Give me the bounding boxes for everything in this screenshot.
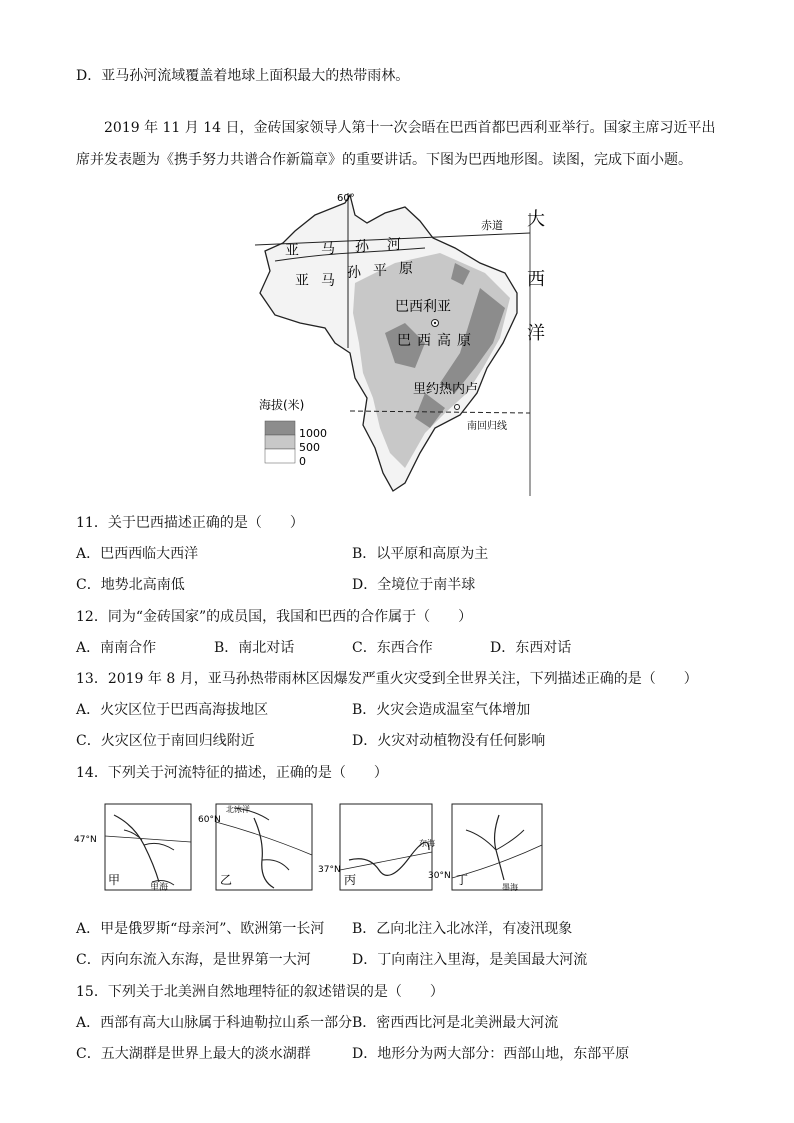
q12-option-d[interactable]: D．东西对话 — [490, 640, 572, 656]
river-map-lat: 37°N — [318, 865, 341, 875]
q15-option-d[interactable]: D．地形分为两大部分：西部山地，东部平原 — [352, 1046, 630, 1062]
river-map-name: 乙 — [220, 873, 233, 887]
q14-option-a[interactable]: A．甲是俄罗斯“母亲河”、欧洲第一长河 — [76, 921, 325, 937]
river-maps-figure — [74, 800, 584, 895]
river-map-sea: 里海 — [150, 883, 169, 893]
amazon-river-char: 河 — [387, 237, 401, 253]
brasilia-label: 巴西利亚 — [395, 299, 451, 315]
top-option-d: D．亚马孙河流域覆盖着地球上面积最大的热带雨林。 — [76, 68, 410, 84]
q12-option-b[interactable]: B．南北对话 — [214, 640, 295, 656]
q14-stem: 14．下列关于河流特征的描述，正确的是（ ） — [76, 765, 388, 781]
amazon-plain-char: 原 — [399, 261, 413, 277]
q15-option-c[interactable]: C．五大湖群是世界上最大的淡水湖群 — [76, 1046, 311, 1062]
q12-stem: 12．同为“金砖国家”的成员国，我国和巴西的合作属于（ ） — [76, 609, 473, 625]
q12-option-a[interactable]: A．南南合作 — [76, 640, 157, 656]
plateau-char: 西 — [417, 333, 431, 349]
lon-label: 60° — [337, 193, 355, 204]
river-map-sea: 北冰洋 — [226, 805, 250, 814]
q11-option-c[interactable]: C．地势北高南低 — [76, 577, 185, 593]
intro-paragraph: 2019 年 11 月 14 日，金砖国家领导人第十一次会晤在巴西首都巴西利亚举行。国家主席习近平出席并发表题为《携手努力共谱合作新篇章》的重要讲话。下图为巴西地形图。读图，完成下面小题。 — [76, 120, 716, 168]
amazon-river-char: 亚 — [285, 243, 299, 259]
amazon-plain-char: 马 — [321, 273, 335, 289]
tropic-label: 南回归线 — [467, 421, 507, 432]
legend-label: 1000 — [299, 427, 327, 440]
plateau-char: 原 — [457, 333, 471, 349]
ocean-char: 洋 — [527, 323, 545, 344]
q11-option-b[interactable]: B．以平原和高原为主 — [352, 546, 489, 562]
q11-stem: 11．关于巴西描述正确的是（ ） — [76, 515, 304, 531]
river-map-yi — [198, 804, 312, 890]
q15-stem: 15．下列关于北美洲自然地理特征的叙述错误的是（ ） — [76, 984, 444, 1000]
q13-option-c[interactable]: C．火灾区位于南回归线附近 — [76, 733, 255, 749]
amazon-plain-char: 亚 — [295, 273, 309, 289]
amazon-river-char: 马 — [321, 241, 335, 257]
q13-option-a[interactable]: A．火灾区位于巴西高海拔地区 — [76, 702, 269, 718]
q12-option-c[interactable]: C．东西合作 — [352, 640, 433, 656]
river-map-sea: 东海 — [419, 839, 435, 848]
plateau-char: 高 — [437, 333, 451, 349]
q11-option-a[interactable]: A．巴西西临大西洋 — [76, 546, 199, 562]
river-map-name: 丙 — [344, 873, 357, 887]
river-map-name: 甲 — [108, 873, 121, 887]
river-map-sea: 墨海 — [502, 883, 518, 892]
q13-option-d[interactable]: D．火灾对动植物没有任何影响 — [352, 733, 546, 749]
legend-title: 海拔(米) — [259, 398, 305, 412]
q14-option-b[interactable]: B．乙向北注入北冰洋，有凌汛现象 — [352, 921, 573, 937]
ocean-char: 大 — [527, 209, 545, 230]
legend-label: 500 — [299, 441, 320, 454]
brazil-topographic-map — [255, 193, 545, 496]
river-map-lat: 60°N — [198, 815, 221, 825]
river-map-lat: 30°N — [428, 871, 451, 881]
q13-stem: 13．2019 年 8 月，亚马孙热带雨林区因爆发严重火灾受到全世界关注，下列描述正确的是（ ） — [76, 671, 698, 687]
river-map-bing — [318, 804, 435, 890]
q13-option-b[interactable]: B．火灾会造成温室气体增加 — [352, 702, 531, 718]
amazon-plain-char: 平 — [373, 263, 387, 279]
ocean-char: 西 — [527, 269, 545, 290]
q11-option-d[interactable]: D．全境位于南半球 — [352, 577, 476, 593]
amazon-river-char: 孙 — [355, 239, 369, 255]
q15-option-b[interactable]: B．密西西比河是北美洲最大河流 — [352, 1015, 559, 1031]
amazon-plain-char: 孙 — [347, 265, 361, 281]
river-map-ding — [428, 804, 542, 892]
q14-option-d[interactable]: D．丁向南注入里海，是美国最大河流 — [352, 952, 588, 968]
river-map-lat: 47°N — [74, 835, 97, 845]
river-map-name: 丁 — [456, 873, 469, 887]
river-map-jia — [105, 804, 191, 893]
rio-label: 里约热内卢 — [413, 382, 479, 397]
plateau-char: 巴 — [397, 333, 411, 349]
q14-option-c[interactable]: C．丙向东流入东海，是世界第一大河 — [76, 952, 311, 968]
equator-label: 赤道 — [481, 219, 503, 232]
q15-option-a[interactable]: A．西部有高大山脉属于科迪勒拉山系一部分 — [76, 1015, 353, 1031]
legend-label: 0 — [299, 455, 306, 468]
